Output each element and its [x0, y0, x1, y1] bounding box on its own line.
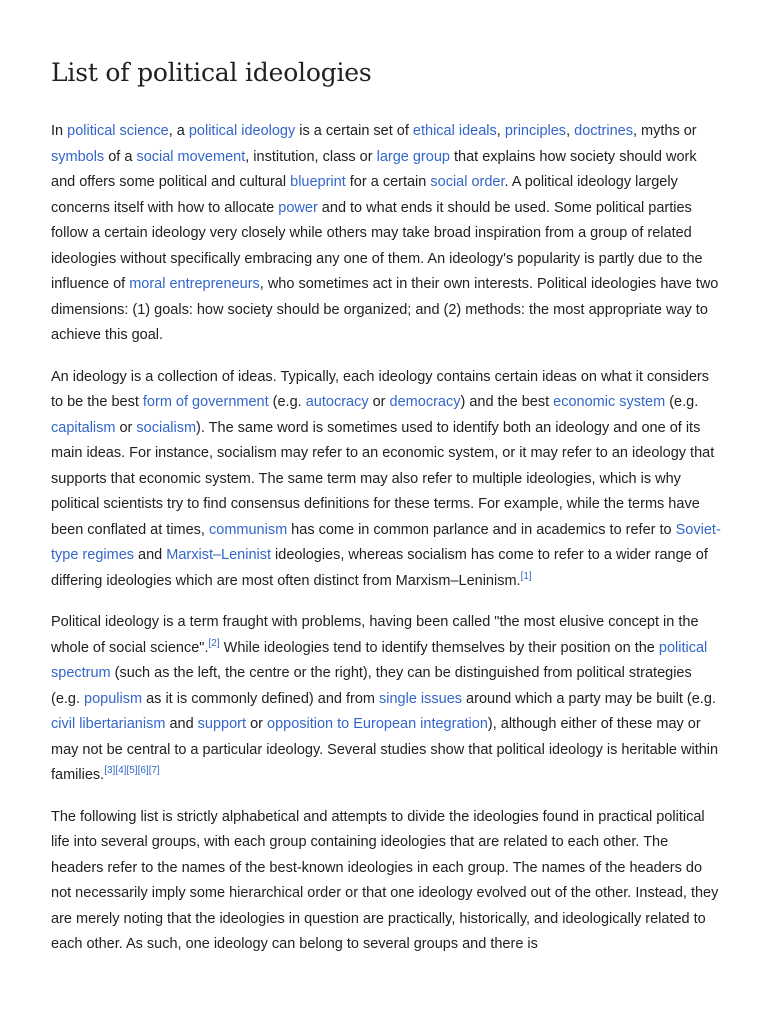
wiki-link[interactable]: political ideology	[188, 123, 296, 139]
citation-link[interactable]: [6]	[137, 765, 149, 777]
text-run: or	[246, 716, 267, 732]
article-body	[51, 119, 723, 974]
paragraph-ideology-definition	[51, 365, 723, 595]
wiki-link[interactable]: large group	[376, 148, 450, 165]
wiki-link[interactable]: principles	[504, 123, 567, 139]
text-run: While ideologies tend to identify themselves by their position on the	[219, 639, 659, 656]
citation-sup	[208, 638, 219, 649]
wiki-link[interactable]: capitalism	[51, 419, 116, 436]
page-title: List of political ideologies	[51, 58, 372, 87]
citation-sup	[521, 571, 532, 582]
text-run: has come in common parlance and in academics to refer to	[287, 521, 676, 538]
wiki-link[interactable]: social movement	[136, 148, 246, 165]
wiki-link[interactable]: Soviet-type regimes	[51, 521, 721, 563]
wiki-link[interactable]: doctrines	[574, 123, 633, 139]
citation-sup	[126, 765, 137, 776]
text-run: An ideology is a collection of ideas. Typically, each ideology contains certain ideas on what it considers to be the best	[51, 368, 709, 410]
text-run: Political ideology is a term fraught with problems, having been called "the most elusive concept in the whole of social science".	[51, 614, 699, 656]
wiki-link[interactable]: form of government	[142, 394, 269, 410]
text-run: , institution, class or	[245, 148, 377, 165]
wiki-link[interactable]: democracy	[389, 394, 461, 410]
wiki-link[interactable]: ethical ideals	[412, 123, 497, 139]
wiki-link[interactable]: blueprint	[290, 174, 346, 190]
wiki-link[interactable]: opposition to European integration	[267, 716, 488, 732]
text-run: , a	[168, 123, 189, 139]
text-run: The following list is strictly alphabetical and attempts to divide the ideologies found in practical political life into several groups, with each group containing ideologies that are related to each other. The headers refer to the names of the best-known ideologies in each group. The names of the headers do not necessarily imply some hierarchical order or that one ideology evolved out of the other. Instead, they are merely noting that the ideologies in question are practically, historically, and ideologically related to each other. As such, one ideology can belong to several groups and there is	[51, 808, 719, 952]
wiki-link[interactable]: symbols	[51, 148, 105, 165]
wiki-link[interactable]: civil libertarianism	[51, 716, 166, 732]
wiki-link[interactable]: Marxist–Leninist	[166, 547, 272, 563]
text-run: ideologies, whereas socialism has come to refer to a wider range of differing ideologies which are most often distinct from Marxism–Leninism.	[51, 547, 708, 589]
paragraph-intro	[51, 119, 723, 349]
wiki-link[interactable]: power	[278, 199, 318, 216]
paragraph-political-ideology-term	[51, 610, 723, 789]
text-run: (such as the left, the centre or the right), they can be distinguished from political strategies (e.g.	[51, 665, 692, 707]
wiki-link[interactable]: social order	[430, 174, 505, 190]
citation-sup	[138, 765, 149, 776]
text-run: , who sometimes act in their own interests. Political ideologies have two dimensions: (1) goals: how society should be organized; and (2) methods: the most appropriate way to achieve this goal.	[51, 276, 719, 343]
wiki-link[interactable]: economic system	[553, 394, 666, 410]
text-run: , myths or	[632, 123, 697, 139]
citation-sup	[115, 765, 126, 776]
text-run: and to what ends it should be used. Some political parties follow a certain ideology very closely while others may take broad inspiration from a group of related ideologies without specifically embracing any one of them. An ideology's popularity is partly due to the influence of	[51, 199, 703, 292]
wiki-link[interactable]: support	[197, 716, 247, 732]
text-run: ,	[566, 123, 575, 139]
text-run: or	[368, 394, 390, 410]
citation-sup	[149, 765, 160, 776]
text-run: that explains how society should work and offers some political and cultural	[51, 148, 697, 190]
text-run: . A political ideology largely concerns itself with how to allocate	[51, 174, 678, 216]
citation-link[interactable]: [3]	[104, 765, 116, 777]
text-run: or	[115, 419, 137, 436]
text-run: (e.g.	[665, 394, 699, 410]
text-run: In	[51, 123, 68, 139]
text-run: for a certain	[345, 174, 431, 190]
paragraph-list-explanation	[51, 805, 723, 958]
citation-link[interactable]: [4]	[115, 765, 127, 777]
citation-link[interactable]: [2]	[208, 637, 220, 649]
wiki-link[interactable]: autocracy	[305, 394, 369, 410]
wiki-link[interactable]: political spectrum	[51, 639, 708, 681]
text-run: and	[134, 547, 167, 563]
wiki-link[interactable]: populism	[84, 690, 143, 707]
wiki-link[interactable]: socialism	[136, 419, 197, 436]
wiki-link[interactable]: single issues	[379, 690, 463, 707]
wiki-link[interactable]: communism	[209, 521, 288, 538]
citation-link[interactable]: [5]	[126, 765, 138, 777]
citation-sup	[104, 765, 115, 776]
text-run: of a	[104, 148, 137, 165]
text-run: is a certain set of	[295, 123, 413, 139]
text-run: around which a party may be built (e.g.	[462, 690, 716, 707]
citation-link[interactable]: [1]	[520, 570, 532, 582]
text-run: ) and the best	[460, 394, 554, 410]
wiki-link[interactable]: moral entrepreneurs	[129, 276, 260, 292]
text-run: (e.g.	[268, 394, 306, 410]
text-run: as it is commonly defined) and from	[142, 690, 380, 707]
text-run: ). The same word is sometimes used to identify both an ideology and one of its main ideas. For instance, socialism may refer to an economic system, or it may refer to an ideology that supports that economic system. The same term may also refer to multiple ideologies, which is why political scientists try to find consensus definitions for these terms. For example, while the terms have been conflated at times,	[51, 419, 715, 538]
text-run: ), although either of these may or may not be central to a particular ideology. Several studies show that political ideology is heritable within families.	[51, 716, 719, 783]
citation-link[interactable]: [7]	[148, 765, 160, 777]
text-run: and	[165, 716, 198, 732]
wiki-link[interactable]: political science	[67, 123, 169, 139]
text-run: ,	[496, 123, 505, 139]
